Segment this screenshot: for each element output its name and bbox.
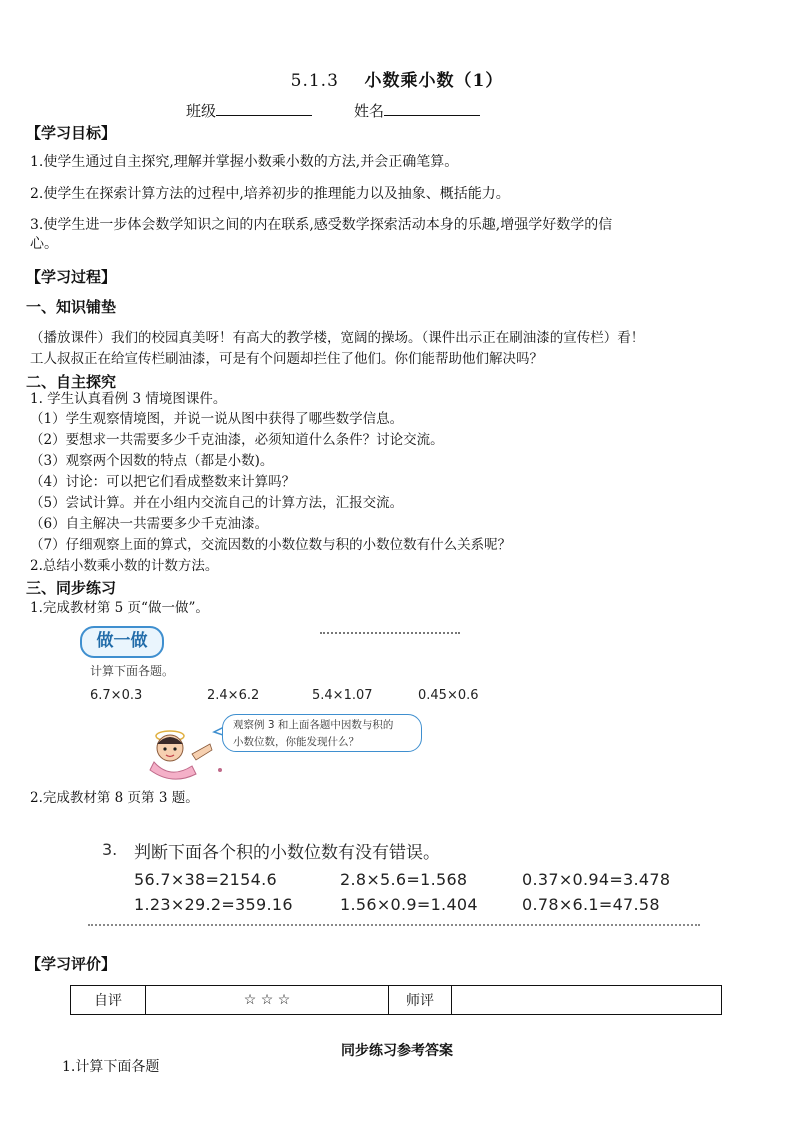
- teacher-eval-cell[interactable]: [452, 986, 722, 1015]
- part2-line: 2.总结小数乘小数的计数方法。: [30, 558, 219, 574]
- equation: 1.56×0.9=1.404: [340, 895, 478, 914]
- name-label: 姓名: [354, 102, 385, 120]
- part1-heading: 一、知识铺垫: [26, 298, 117, 316]
- dotted-divider: [88, 924, 700, 926]
- equation: 1.23×29.2=359.16: [134, 895, 293, 914]
- bubble-line: 小数位数，你能发现什么？: [233, 736, 359, 748]
- goal-line: 2.使学生在探索计算方法的过程中,培养初步的推理能力以及抽象、概括能力。: [30, 186, 510, 202]
- part2-line: （6）自主解决一共需要多少千克油漆。: [30, 516, 269, 532]
- part2-line: （2）要想求一共需要多少千克油漆，必须知道什么条件？讨论交流。: [30, 432, 444, 448]
- goal-line: 3.使学生进一步体会数学知识之间的内在联系,感受数学探索活动本身的乐趣,增强学好数学的信: [30, 217, 613, 233]
- equation: 2.8×5.6=1.568: [340, 870, 468, 889]
- lesson-title: 小数乘小数（1）: [364, 71, 504, 91]
- exercise: 0.45×0.6: [418, 688, 479, 703]
- teacher-eval-label: 师评: [389, 986, 452, 1015]
- exercise-question: 判断下面各个积的小数位数有没有错误。: [134, 843, 440, 863]
- dotted-divider: [320, 632, 460, 634]
- textbook-figure-zuoyizuo: [62, 624, 502, 784]
- bubble-line: 观察例 3 和上面各题中因数与积的: [233, 719, 394, 731]
- page-title: [0, 66, 794, 91]
- speech-bubble: [222, 714, 422, 752]
- part1-line: （播放课件）我们的校园真美呀！有高大的教学楼，宽阔的操场。（课件出示正在刷油漆的宣传栏）看！: [30, 330, 645, 346]
- exercise-number: 3.: [102, 840, 118, 859]
- part2-line: （7）仔细观察上面的算式，交流因数的小数位数与积的小数位数有什么关系呢？: [30, 537, 512, 553]
- equation: 56.7×38=2154.6: [134, 870, 277, 889]
- exercise: 2.4×6.2: [207, 688, 260, 703]
- figure-caption: 计算下面各题。: [90, 664, 175, 678]
- part2-line: 1. 学生认真看例 3 情境图课件。: [30, 391, 227, 407]
- part3-heading: 三、同步练习: [26, 579, 117, 597]
- self-eval-stars[interactable]: ☆ ☆ ☆: [146, 986, 389, 1015]
- name-blank[interactable]: [384, 101, 480, 116]
- evaluation-table: [70, 985, 722, 1015]
- part2-line: （5）尝试计算。并在小组内交流自己的计算方法，汇报交流。: [30, 495, 404, 511]
- part3-item1: 1.完成教材第 5 页“做一做”。: [30, 600, 209, 616]
- goal-line: 1.使学生通过自主探究,理解并掌握小数乘小数的方法,并会正确笔算。: [30, 154, 459, 170]
- class-field: [186, 100, 312, 121]
- textbook-figure-exercise3: [88, 836, 700, 932]
- class-blank[interactable]: [216, 101, 312, 116]
- self-eval-label: 自评: [71, 986, 146, 1015]
- section-goals: 【学习目标】: [26, 124, 117, 142]
- part1-line: 工人叔叔正在给宣传栏刷油漆，可是有个问题却拦住了他们。你们能帮助他们解决吗？: [30, 351, 543, 367]
- part3-item2: 2.完成教材第 8 页第 3 题。: [30, 790, 199, 806]
- answers-title: 同步练习参考答案: [341, 1043, 453, 1059]
- goal-line: 心。: [30, 236, 58, 252]
- equation: 0.78×6.1=47.58: [522, 895, 660, 914]
- part2-heading: 二、自主探究: [26, 373, 117, 391]
- part2-line: （1）学生观察情境图，并说一说从图中获得了哪些数学信息。: [30, 411, 404, 427]
- exercise: 6.7×0.3: [90, 688, 143, 703]
- section-evaluation: 【学习评价】: [26, 955, 117, 973]
- part2-line: （4）讨论：可以把它们看成整数来计算吗？: [30, 474, 296, 490]
- equation: 0.37×0.94=3.478: [522, 870, 671, 889]
- name-field: [354, 100, 480, 121]
- answers-item1: 1.计算下面各题: [62, 1059, 160, 1075]
- section-process: 【学习过程】: [26, 268, 117, 286]
- exercise: 5.4×1.07: [312, 688, 373, 703]
- class-label: 班级: [186, 102, 217, 120]
- zuoyizuo-badge: 做一做: [80, 626, 164, 658]
- part2-line: （3）观察两个因数的特点（都是小数)。: [30, 453, 274, 469]
- lesson-number: 5.1.3: [290, 71, 339, 91]
